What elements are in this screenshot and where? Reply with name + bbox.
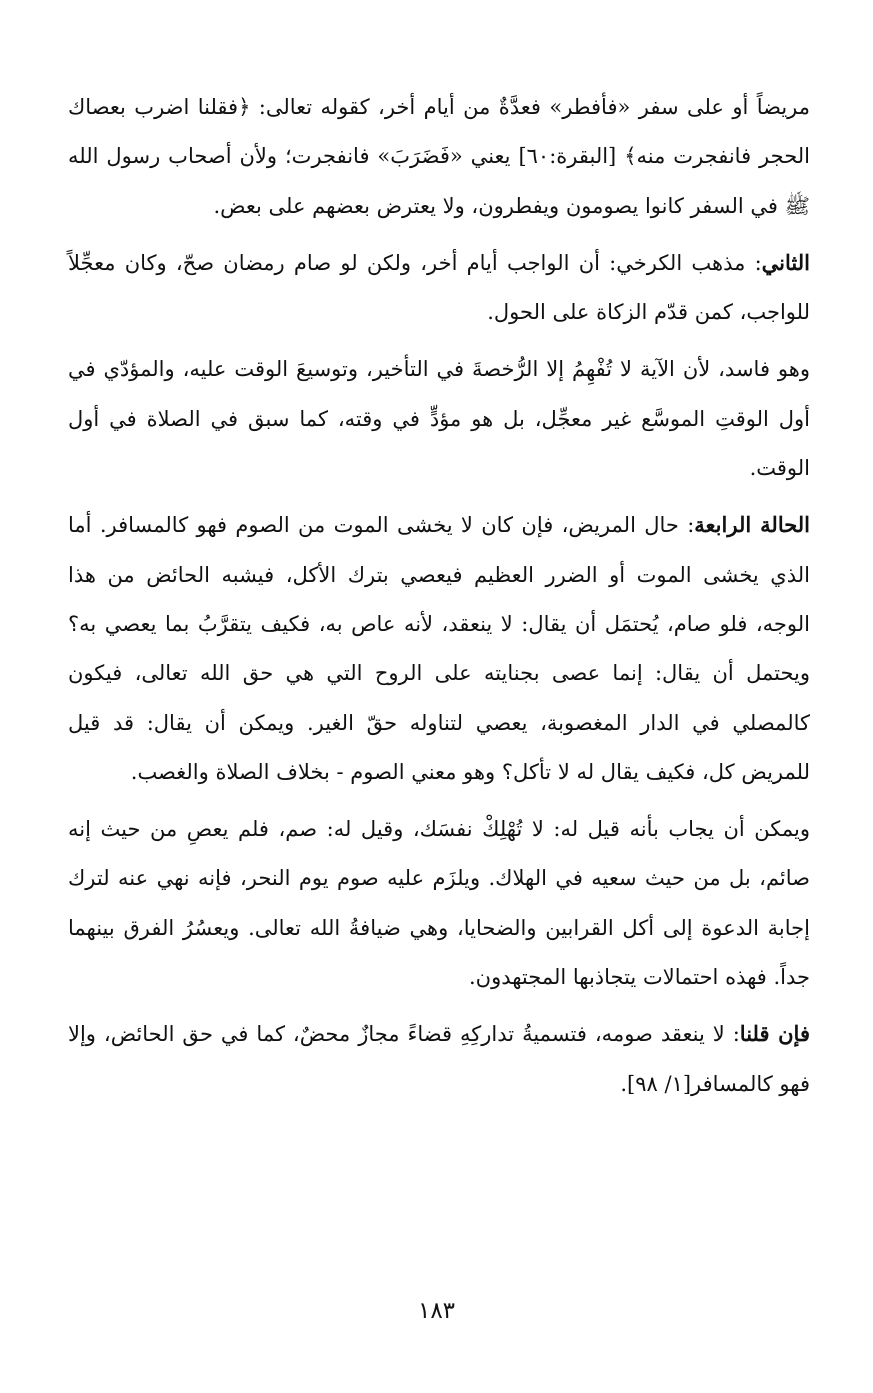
paragraph-text: وهو فاسد، لأن الآية لا تُفْهِمُ إلا الرُّخصةَ في التأخير، وتوسيعَ الوقت عليه، والمؤدّي في أول الوقتِ الموسَّع غير معجِّل، بل هو مؤدٍّ في وقته، كما سبق في الصلاة في أول الوقت.: [68, 357, 810, 481]
paragraph-lead: الحالة الرابعة: [694, 512, 811, 538]
paragraph-text: : حال المريض، فإن كان لا يخشى الموت من الصوم فهو كالمسافر. أما الذي يخشى الموت أو الضرر العظيم فيعصي بترك الأكل، فيشبه الحائض من هذا الوجه، فلو صام، يُحتمَل أن يقال: لا ينعقد، لأنه عاص به، فكيف يتقرَّبُ بما يعصي به؟ ويحتمل أن يقال: إنما عصى بجنايته على الروح التي هي حق الله تعالى، فيكون كالمصلي في الدار المغصوبة، يعصي لتناوله حقّ الغير. ويمكن أن يقال: قد قيل للمريض كل، فكيف يقال له لا تأكل؟ وهو معني الصوم - بخلاف الصلاة والغصب.: [68, 513, 810, 784]
paragraph-5: [68, 804, 810, 1002]
paragraph-lead: فإن قلنا: [739, 1021, 810, 1047]
page-number: ١٨٣: [417, 1298, 456, 1324]
paragraph-2: [68, 238, 810, 338]
paragraph-3: [68, 344, 810, 493]
paragraph-text: مريضاً أو على سفر «فأفطر» فعدَّةٌ من أيام أخر، كقوله تعالى: ﴿فقلنا اضرب بعصاك الحجر فانفجرت منه﴾ [البقرة:٦٠] يعني «فَضَرَبَ» فانفجرت؛ ولأن أصحاب رسول الله ﷺ في السفر كانوا يصومون ويفطرون، ولا يعترض بعضهم على بعض.: [68, 95, 810, 218]
paragraph-text: : لا ينعقد صومه، فتسميةُ تداركِهِ قضاءً مجازٌ محضٌ، كما في حق الحائض، وإلا فهو كالمسافر[١/ ٩٨].: [68, 1022, 810, 1096]
paragraph-4: [68, 500, 810, 797]
paragraph-1: [68, 82, 810, 231]
paragraph-lead: الثاني: [761, 249, 810, 275]
body-text: [68, 82, 810, 1116]
paragraph-text: : مذهب الكرخي: أن الواجب أيام أخر، ولكن لو صام رمضان صحّ، وكان معجِّلاً للواجب، كمن قدّم الزكاة على الحول.: [68, 250, 810, 325]
paragraph-text: ويمكن أن يجاب بأنه قيل له: لا تُهْلِكْ نفسَك، وقيل له: صم، فلم يعصِ من حيث إنه صائم، بل من حيث سعيه في الهلاك. ويلزَم عليه صوم يوم النحر، فإنه نهي عنه لترك إجابة الدعوة إلى أكل القرابين والضحايا، وهي ضيافةُ الله تعالى. ويعسُرُ الفرق بينهما جداً. فهذه احتمالات يتجاذبها المجتهدون.: [68, 817, 810, 990]
paragraph-6: [68, 1009, 810, 1109]
